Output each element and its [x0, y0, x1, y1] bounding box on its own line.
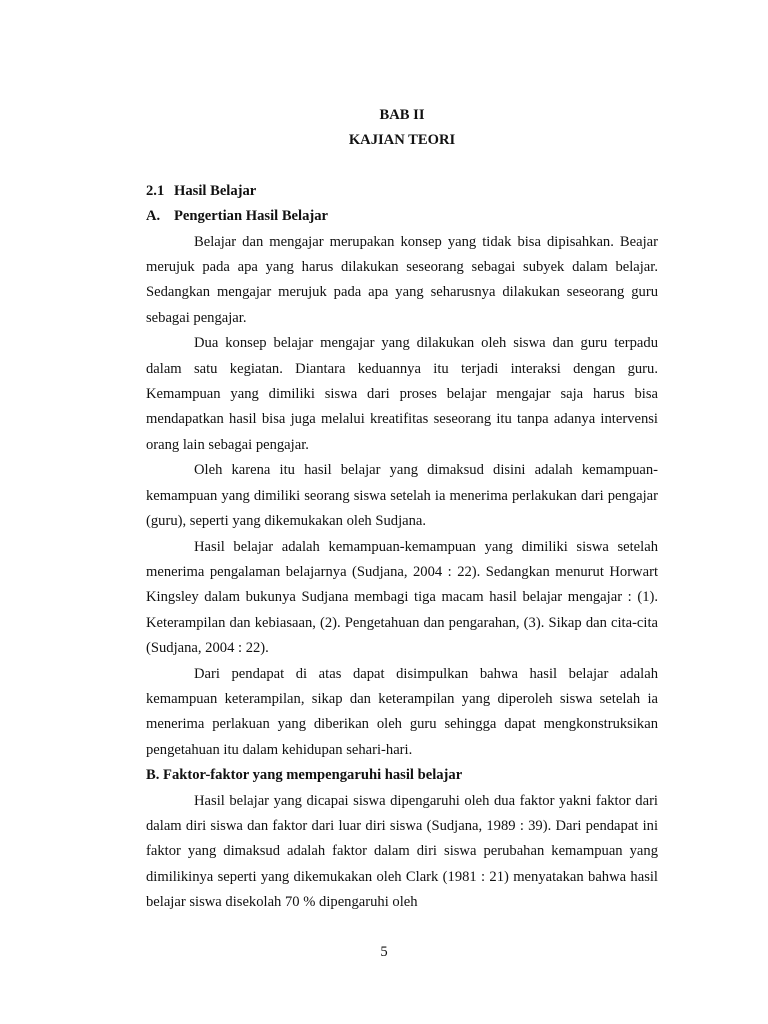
- chapter-label: BAB II: [379, 107, 425, 123]
- subsection-b-heading: B. Faktor-faktor yang mempengaruhi hasil belajar: [146, 767, 463, 784]
- paragraph: Oleh karena itu hasil belajar yang dimaksud disini adalah kemampuan-kemampuan yang dimiliki seorang siswa setelah ia menerima perlakukan dari pengajar (guru), seperti yang dikemukakan oleh Sudjana.: [146, 462, 658, 530]
- section-number: 2.1: [146, 182, 165, 199]
- page-number: 5: [380, 944, 388, 960]
- spacer: [146, 154, 658, 179]
- paragraph: Dari pendapat di atas dapat disimpulkan bahwa hasil belajar adalah kemampuan keterampilan, sikap dan keterampilan yang diperoleh siswa setelah ia menerima perlakuan yang diberikan oleh guru sehingga dapat mengkonstruksikan pengetahuan itu dalam kehidupan sehari-hari.: [146, 665, 658, 758]
- section-title: Hasil Belajar: [174, 182, 257, 199]
- subsection-a-title: Pengertian Hasil Belajar: [174, 208, 329, 225]
- paragraph: Hasil belajar yang dicapai siswa dipengaruhi oleh dua faktor yakni faktor dari dalam diri siswa dan faktor dari luar diri siswa (Sudjana, 1989 : 39). Dari pendapat ini faktor yang dimaksud adalah faktor dalam diri siswa perubahan kemampuan yang dimilikinya seperti yang dikemukakan oleh Clark (1981 : 21) menyatakan bahwa hasil belajar siswa disekolah 70 % dipengaruhi oleh: [146, 792, 658, 911]
- paragraph: Hasil belajar adalah kemampuan-kemampuan yang dimiliki siswa setelah menerima pengalaman belajarnya (Sudjana, 2004 : 22). Sedangkan menurut Horwart Kingsley dalam bukunya Sudjana membagi tiga macam hasil belajar mengajar : (1). Keterampilan dan kebiasaan, (2). Pengetahuan dan pengarahan, (3). Sikap dan cita-cita (Sudjana, 2004 : 22).: [146, 538, 658, 657]
- paragraph: Dua konsep belajar mengajar yang dilakukan oleh siswa dan guru terpadu dalam satu kegiatan. Diantara keduannya itu terjadi interaksi dengan guru. Kemampuan yang dimiliki siswa dari proses belajar mengajar saja harus bisa mendapatkan hasil bisa juga melalui kreatifitas seseorang itu tanpa adanya intervensi orang lain sebagai pengajar.: [146, 335, 658, 453]
- subsection-a-heading: [146, 204, 658, 229]
- section-heading: [146, 179, 658, 204]
- page-content: [146, 103, 658, 916]
- subsection-a-label: A.: [146, 208, 161, 225]
- chapter-title: KAJIAN TEORI: [348, 132, 456, 149]
- paragraph: Belajar dan mengajar merupakan konsep yang tidak bisa dipisahkan. Beajar merujuk pada apa yang harus dilakukan seseorang sebagai subyek dalam belajar. Sedangkan mengajar merujuk pada apa yang seharusnya dilakukan seseorang guru sebagai pengajar.: [146, 233, 658, 326]
